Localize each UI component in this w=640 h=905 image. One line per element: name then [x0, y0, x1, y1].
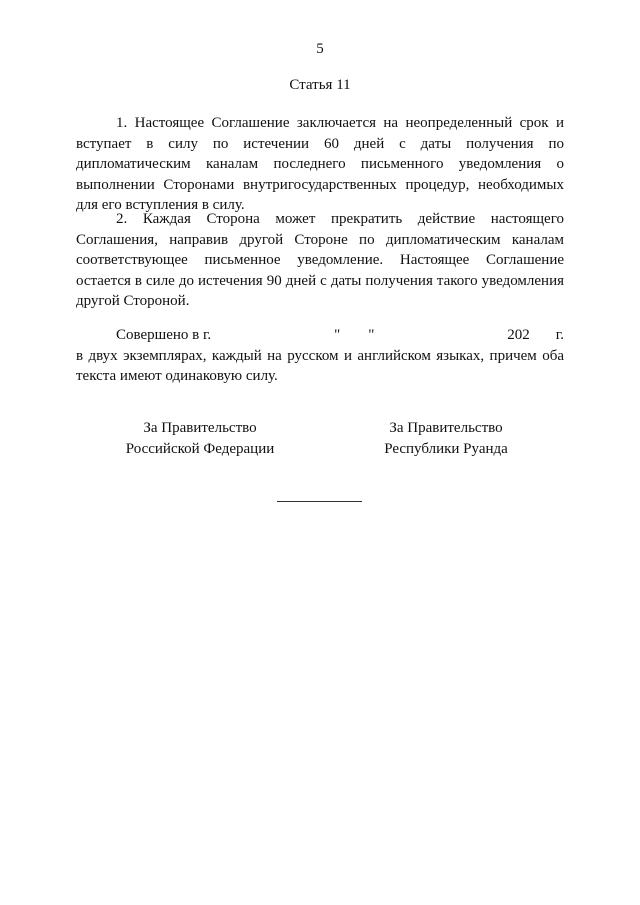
- signature-russia-line2: Российской Федерации: [125, 441, 275, 457]
- article-title: Статья 11: [289, 77, 351, 93]
- paragraph-1: [76, 113, 564, 216]
- signature-russia-line1: За Правительство: [143, 420, 257, 436]
- signing-year: [507, 325, 564, 346]
- paragraph-1-text: 1. Настоящее Соглашение заключается на неопределенный срок и вступает в силу по истечении 60 дней с даты получения по дипломатическим каналам последнего письменного уведомления о выполнении Сторонами внутригосударственных процедур, необходимых для его вступления в силу.: [76, 115, 564, 213]
- signature-rwanda-line2: Республики Руанда: [384, 441, 508, 457]
- signing-place-date-line: [76, 325, 564, 346]
- signing-date-quotes: [334, 325, 374, 346]
- signing-continuation: в двух экземплярах, каждый на русском и английском языках, причем оба текста имеют одинаковую силу.: [76, 347, 564, 384]
- year-suffix: г.: [555, 327, 564, 343]
- signature-block-rwanda: [346, 418, 546, 460]
- signature-block-russia: [100, 418, 300, 460]
- signing-place-prefix: Совершено в г.: [116, 327, 212, 343]
- date-quote-open: ": [334, 327, 341, 343]
- paragraph-2: [76, 209, 564, 312]
- signature-rwanda-line1: За Правительство: [389, 420, 503, 436]
- year-value: 202: [507, 327, 530, 343]
- paragraph-2-text: 2. Каждая Сторона может прекратить действие настоящего Соглашения, направив другой Стороне по дипломатическим каналам соответствующее письменное уведомление. Настоящее Соглашение остается в силе до истечения 90 дней с даты получения такого уведомления другой Стороной.: [76, 211, 564, 309]
- page-number: 5: [316, 41, 324, 57]
- end-separator-line: [277, 501, 362, 502]
- date-quote-close: ": [368, 327, 375, 343]
- signing-clause: [76, 325, 564, 387]
